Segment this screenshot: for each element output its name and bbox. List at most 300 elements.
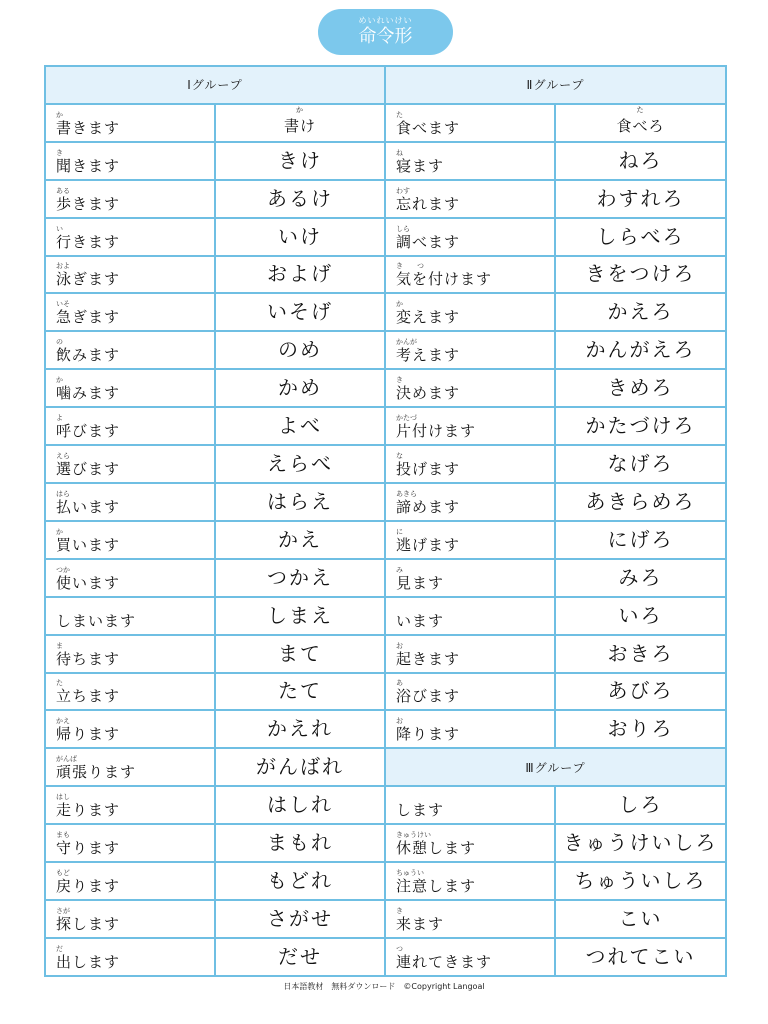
- header-row: [45, 66, 726, 104]
- imperative-cell: [555, 180, 726, 218]
- imperative-text: ちゅういしろ: [574, 868, 707, 893]
- imperative-cell: [555, 104, 726, 142]
- imperative-form: [556, 603, 725, 627]
- imperative-form: [216, 755, 384, 779]
- imperative-text: えらべ: [267, 451, 333, 476]
- imperative-form: [216, 262, 384, 286]
- verb-entry: [396, 149, 444, 176]
- imperative-text: がんばれ: [256, 754, 344, 779]
- imperative-form: [216, 603, 384, 627]
- verb-entry: [56, 566, 120, 593]
- verb-entry: [56, 338, 120, 365]
- furigana: な: [396, 451, 403, 460]
- imperative-text: はしれ: [267, 792, 333, 817]
- imperative-text: かえろ: [607, 299, 674, 324]
- imperative-form: [556, 262, 725, 286]
- furigana: まも: [56, 831, 70, 840]
- furigana: ある: [56, 186, 70, 195]
- imperative-cell: [555, 559, 726, 597]
- verb-masu-form: 走ります: [56, 801, 121, 820]
- verb-entry: [56, 869, 120, 896]
- imperative-form: [216, 106, 384, 138]
- imperative-cell: [215, 938, 385, 976]
- imperative-text: かんがえろ: [585, 337, 696, 362]
- imperative-text: つれてこい: [585, 944, 696, 969]
- table-row: [45, 862, 726, 900]
- imperative-cell: [215, 218, 385, 256]
- verb-masu-form: 決めます: [396, 384, 461, 403]
- table-row: [45, 597, 726, 635]
- table-row: [45, 142, 726, 180]
- furigana: た: [56, 679, 63, 688]
- verb-masu-form: 急ぎます: [56, 308, 121, 327]
- verb-masu-form: 忘れます: [396, 194, 461, 213]
- imperative-text: いけ: [278, 224, 322, 249]
- imperative-text: およげ: [267, 262, 333, 287]
- table-row: [45, 218, 726, 256]
- verb-masu-form: 書きます: [56, 118, 121, 137]
- furigana: の: [56, 338, 63, 347]
- verb-entry: [56, 262, 120, 289]
- furigana: がんば: [56, 755, 77, 764]
- furigana: み: [396, 565, 403, 574]
- verb-entry: [396, 642, 460, 669]
- furigana: えら: [56, 451, 70, 460]
- verb-masu-form: 探します: [56, 914, 121, 933]
- imperative-cell: [555, 256, 726, 294]
- verb-entry: [396, 945, 492, 972]
- imperative-text: だせ: [278, 944, 322, 969]
- furigana: た: [396, 110, 403, 119]
- verb-masu-form: 呼びます: [56, 422, 121, 441]
- verb-masu-form: 噛みます: [56, 384, 121, 403]
- imperative-text: みろ: [618, 565, 663, 590]
- imperative-text: はらえ: [267, 489, 333, 514]
- verb-entry: [56, 604, 136, 631]
- verb-entry: [56, 414, 120, 441]
- imperative-cell: [555, 900, 726, 938]
- imperative-cell: [215, 521, 385, 559]
- imperative-form: [216, 527, 384, 551]
- verb-masu-form: 投げます: [396, 459, 461, 478]
- table-row: [45, 331, 726, 369]
- verb-masu-form: います: [396, 611, 445, 630]
- imperative-cell: [555, 521, 726, 559]
- table-row: [45, 293, 726, 331]
- imperative-text: きけ: [278, 148, 322, 173]
- imperative-form: [556, 944, 725, 968]
- verb-entry: [56, 528, 120, 555]
- conjugation-table: [44, 65, 727, 977]
- imperative-form: [216, 944, 384, 968]
- imperative-cell: [555, 407, 726, 445]
- verb-cell: [385, 786, 555, 824]
- imperative-text: あきらめろ: [585, 489, 696, 514]
- title-ruby: めいれいけい: [358, 16, 413, 25]
- table-row: [45, 786, 726, 824]
- furigana: き つ: [396, 262, 424, 271]
- verb-masu-form: 飲みます: [56, 346, 121, 365]
- imperative-form: [216, 679, 384, 703]
- verb-entry: [396, 831, 476, 858]
- table-row: [45, 673, 726, 711]
- verb-cell: [385, 104, 555, 142]
- table-row: [45, 256, 726, 294]
- page-title-badge: [318, 9, 453, 55]
- verb-cell: [385, 142, 555, 180]
- imperative-form: [556, 148, 725, 172]
- imperative-cell: [555, 862, 726, 900]
- imperative-cell: [555, 938, 726, 976]
- verb-cell: [385, 710, 555, 748]
- imperative-cell: [555, 824, 726, 862]
- verb-cell: [385, 862, 555, 900]
- verb-masu-form: 頑張ります: [56, 763, 137, 782]
- verb-cell: [45, 369, 215, 407]
- verb-entry: [56, 376, 120, 403]
- verb-cell: [45, 521, 215, 559]
- furigana: つ: [396, 945, 403, 953]
- imperative-form: [216, 793, 384, 817]
- verb-entry: [396, 414, 476, 441]
- imperative-text: おりろ: [607, 716, 674, 741]
- verb-masu-form: 出します: [56, 953, 121, 971]
- imperative-cell: [215, 559, 385, 597]
- furigana: よ: [56, 414, 63, 423]
- verb-masu-form: 片付けます: [396, 422, 477, 441]
- imperative-text: かたづけろ: [585, 413, 696, 438]
- imperative-text: おきろ: [607, 641, 674, 666]
- verb-entry: [396, 187, 460, 214]
- imperative-cell: [555, 369, 726, 407]
- verb-masu-form: 浴びます: [396, 687, 461, 706]
- imperative-cell: [555, 483, 726, 521]
- imperative-cell: [215, 862, 385, 900]
- verb-masu-form: 来ます: [396, 914, 445, 933]
- furigana: お: [396, 641, 403, 650]
- furigana: かえ: [56, 717, 70, 726]
- imperative-form: [556, 679, 725, 703]
- verb-entry: [396, 528, 460, 555]
- imperative-text: ねろ: [618, 148, 663, 173]
- verb-masu-form: 見ます: [396, 573, 445, 592]
- verb-entry: [56, 452, 120, 479]
- table-row: [45, 104, 726, 142]
- imperative-form: [216, 148, 384, 172]
- imperative-text: しろ: [618, 792, 663, 817]
- imperative-cell: [215, 673, 385, 711]
- imperative-form: [216, 224, 384, 248]
- imperative-form: [216, 414, 384, 438]
- verb-cell: [45, 256, 215, 294]
- verb-masu-form: 待ちます: [56, 649, 121, 668]
- verb-cell: [385, 331, 555, 369]
- verb-masu-form: しまいます: [56, 611, 137, 630]
- imperative-cell: [215, 104, 385, 142]
- imperative-text: いろ: [618, 603, 663, 628]
- imperative-text: こい: [618, 906, 663, 931]
- furigana: もど: [56, 868, 70, 877]
- imperative-cell: [555, 142, 726, 180]
- imperative-form: [556, 831, 725, 855]
- verb-entry: [56, 907, 120, 934]
- verb-entry: [396, 338, 460, 365]
- verb-masu-form: 歩きます: [56, 194, 121, 213]
- verb-masu-form: 連れてきます: [396, 953, 493, 971]
- imperative-form: [216, 565, 384, 589]
- imperative-text: もどれ: [267, 868, 333, 893]
- verb-entry: [396, 452, 460, 479]
- verb-cell: [385, 824, 555, 862]
- table-row: [45, 369, 726, 407]
- table-row: [45, 407, 726, 445]
- imperative-cell: [215, 824, 385, 862]
- verb-entry: [396, 262, 492, 289]
- verb-masu-form: 立ちます: [56, 687, 121, 706]
- imperative-form: [216, 186, 384, 210]
- verb-cell: [385, 559, 555, 597]
- table-row: [45, 710, 726, 748]
- verb-cell: [45, 180, 215, 218]
- verb-cell: [45, 142, 215, 180]
- verb-cell: [45, 331, 215, 369]
- verb-cell: [45, 293, 215, 331]
- imperative-form: [556, 376, 725, 400]
- verb-cell: [45, 407, 215, 445]
- table-row: [45, 824, 726, 862]
- imperative-form: [216, 641, 384, 665]
- verb-entry: [56, 831, 120, 858]
- furigana: かたづ: [396, 414, 417, 423]
- furigana: あ: [396, 679, 403, 688]
- imperative-text: かえれ: [267, 716, 333, 741]
- imperative-cell: [215, 635, 385, 673]
- imperative-cell: [215, 748, 385, 786]
- group-3-header: Ⅲグループ: [385, 748, 726, 786]
- imperative-cell: [555, 293, 726, 331]
- imperative-form: [556, 527, 725, 551]
- verb-cell: [385, 521, 555, 559]
- imperative-text: のめ: [278, 337, 322, 362]
- verb-entry: [396, 793, 444, 820]
- imperative-cell: [555, 331, 726, 369]
- verb-entry: [396, 566, 444, 593]
- verb-masu-form: 降ります: [396, 725, 461, 744]
- verb-cell: [45, 824, 215, 862]
- verb-entry: [56, 111, 120, 138]
- table-row: [45, 559, 726, 597]
- imperative-text: にげろ: [607, 527, 674, 552]
- imperative-form: [556, 106, 725, 138]
- imperative-cell: [215, 369, 385, 407]
- imperative-form: [556, 452, 725, 476]
- furigana: か: [396, 300, 403, 309]
- imperative-text: さがせ: [267, 906, 333, 931]
- imperative-text: きをつけろ: [585, 262, 696, 287]
- verb-masu-form: 考えます: [396, 346, 461, 365]
- imperative-cell: [555, 673, 726, 711]
- furigana: か: [56, 527, 63, 536]
- verb-entry: [396, 490, 460, 517]
- imperative-cell: [215, 407, 385, 445]
- imperative-cell: [215, 293, 385, 331]
- verb-entry: [56, 300, 120, 327]
- imperative-cell: [555, 597, 726, 635]
- verb-entry: [56, 187, 120, 214]
- imperative-form: [216, 717, 384, 741]
- table-row: [45, 483, 726, 521]
- verb-cell: [385, 218, 555, 256]
- verb-cell: [385, 938, 555, 976]
- imperative-text: いそげ: [267, 299, 333, 324]
- verb-masu-form: 買います: [56, 535, 121, 554]
- imperative-text: きめろ: [607, 375, 674, 400]
- imperative-text: 食べろ: [616, 116, 665, 135]
- imperative-cell: [215, 597, 385, 635]
- imperative-cell: [215, 710, 385, 748]
- imperative-cell: [555, 786, 726, 824]
- imperative-cell: [215, 256, 385, 294]
- furigana: か: [56, 110, 63, 119]
- page-title: 命令形: [358, 26, 413, 47]
- furigana: ちゅうい: [396, 868, 424, 877]
- verb-entry: [396, 717, 460, 744]
- verb-masu-form: 聞きます: [56, 156, 121, 175]
- imperative-form: [556, 641, 725, 665]
- verb-entry: [396, 869, 476, 896]
- furigana: だ: [56, 945, 63, 953]
- verb-masu-form: 休憩します: [396, 839, 477, 858]
- imperative-form: [556, 565, 725, 589]
- furigana: きゅうけい: [396, 831, 431, 840]
- verb-entry: [56, 679, 120, 706]
- verb-cell: [45, 786, 215, 824]
- verb-entry: [396, 225, 460, 252]
- verb-masu-form: 使います: [56, 573, 121, 592]
- imperative-cell: [555, 218, 726, 256]
- verb-cell: [45, 748, 215, 786]
- verb-entry: [396, 300, 460, 327]
- furigana: お: [396, 717, 403, 726]
- verb-cell: [45, 635, 215, 673]
- verb-cell: [385, 407, 555, 445]
- furigana: [396, 793, 444, 801]
- imperative-cell: [215, 142, 385, 180]
- verb-entry: [56, 490, 120, 517]
- furigana: はし: [56, 793, 70, 802]
- verb-masu-form: 戻ります: [56, 876, 121, 895]
- furigana: はら: [56, 489, 70, 498]
- verb-cell: [385, 900, 555, 938]
- imperative-form: [556, 869, 725, 893]
- imperative-text: なげろ: [607, 451, 674, 476]
- verb-cell: [45, 597, 215, 635]
- furigana: に: [396, 527, 403, 536]
- verb-cell: [45, 483, 215, 521]
- verb-cell: [45, 673, 215, 711]
- table-row: [45, 748, 726, 786]
- imperative-text: あびろ: [607, 678, 674, 703]
- verb-cell: [45, 862, 215, 900]
- imperative-cell: [215, 786, 385, 824]
- furigana: [56, 604, 136, 612]
- verb-entry: [56, 149, 120, 176]
- verb-entry: [396, 376, 460, 403]
- table-row: [45, 938, 726, 976]
- verb-cell: [385, 293, 555, 331]
- imperative-form: [216, 376, 384, 400]
- verb-cell: [385, 483, 555, 521]
- verb-cell: [45, 900, 215, 938]
- group-1-header: Ⅰグループ: [45, 66, 385, 104]
- imperative-cell: [215, 900, 385, 938]
- furigana: き: [56, 148, 63, 157]
- imperative-form: [556, 338, 725, 362]
- imperative-text: まもれ: [267, 830, 333, 855]
- group-2-header: Ⅱグループ: [385, 66, 726, 104]
- verb-masu-form: 泳ぎます: [56, 270, 121, 289]
- imperative-furigana: た: [636, 105, 645, 114]
- furigana: いそ: [56, 300, 70, 309]
- imperative-text: よべ: [278, 413, 322, 438]
- imperative-text: たて: [278, 678, 322, 703]
- verb-masu-form: 諦めます: [396, 497, 461, 516]
- table-row: [45, 635, 726, 673]
- verb-masu-form: 帰ります: [56, 725, 121, 744]
- furigana: つか: [56, 565, 70, 574]
- furigana: き: [396, 376, 403, 385]
- imperative-form: [216, 906, 384, 930]
- table-row: [45, 900, 726, 938]
- furigana: あきら: [396, 489, 417, 498]
- verb-entry: [56, 717, 120, 744]
- verb-masu-form: 調べます: [396, 232, 461, 251]
- imperative-text: かめ: [278, 375, 322, 400]
- imperative-text: かえ: [278, 527, 322, 552]
- imperative-cell: [555, 635, 726, 673]
- furigana: かんが: [396, 338, 417, 347]
- imperative-text: まて: [278, 641, 322, 666]
- imperative-form: [556, 489, 725, 513]
- imperative-form: [216, 869, 384, 893]
- table-row: [45, 180, 726, 218]
- furigana: しら: [396, 224, 410, 233]
- furigana: わす: [396, 186, 410, 195]
- verb-entry: [396, 111, 460, 138]
- verb-cell: [385, 445, 555, 483]
- verb-cell: [45, 218, 215, 256]
- imperative-text: しまえ: [267, 603, 333, 628]
- imperative-form: [556, 906, 725, 930]
- imperative-cell: [215, 445, 385, 483]
- verb-entry: [396, 907, 444, 934]
- verb-entry: [56, 642, 120, 669]
- furigana: き: [396, 906, 403, 915]
- verb-cell: [45, 710, 215, 748]
- conjugation-sheet: [44, 65, 725, 977]
- furigana: さが: [56, 906, 70, 915]
- imperative-form: [216, 338, 384, 362]
- verb-cell: [385, 635, 555, 673]
- verb-cell: [45, 104, 215, 142]
- imperative-form: [556, 186, 725, 210]
- table-row: [45, 521, 726, 559]
- verb-cell: [385, 256, 555, 294]
- verb-masu-form: 行きます: [56, 232, 121, 251]
- furigana: およ: [56, 262, 70, 271]
- imperative-text: わすれろ: [596, 186, 685, 211]
- verb-entry: [56, 225, 120, 252]
